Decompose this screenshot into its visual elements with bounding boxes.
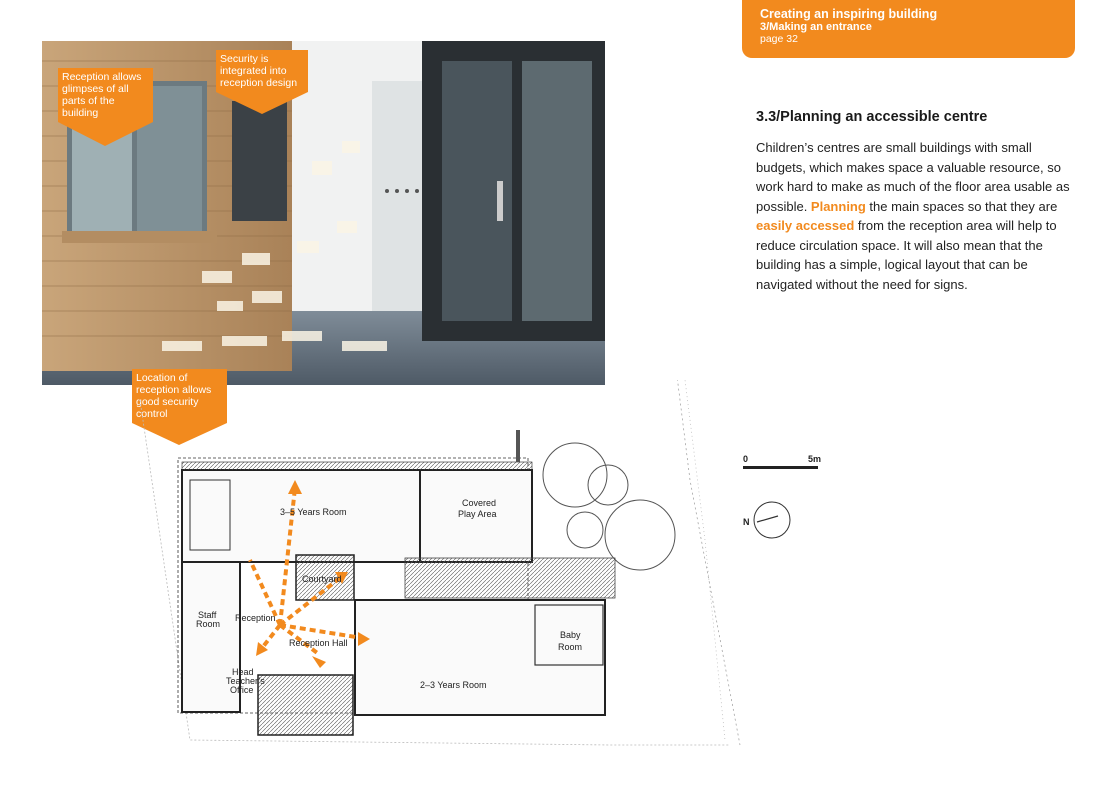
label-baby: Baby [560,630,581,640]
north-arrow-icon [754,502,790,538]
callout-reception-glimpses [58,68,153,146]
label-covered-play-2: Play Area [458,509,497,519]
body-paragraph [756,138,1076,294]
label-3-5-years-room: 3–5 Years Room [280,507,347,517]
body-text-1: Children’s centres are small buildings with small budgets, which makes space a valuable resource, so work hard to make as much of the floor area usable as possible. [756,140,1070,214]
highlight-planning: Planning [810,198,866,214]
scale-bar [743,466,818,469]
callout-reception-glimpses-pointer [58,122,153,146]
label-staff-2: Room [196,619,221,629]
label-courtyard: Courtyard [302,574,342,584]
header-subtitle: 3/Making an entrance [760,21,872,33]
label-2-3-years-room: 2–3 Years Room [420,680,487,690]
page-number: page 32 [760,33,798,45]
callout-reception-glimpses-box: Reception allows glimpses of all parts of the building [58,68,153,122]
callout-security-box: Security is integrated into reception design [216,50,308,92]
label-head-3: Office [230,685,254,695]
floor-plan-drawing [130,380,830,780]
body-text-3: from the reception area will help to reduce circulation space. It will also mean that the building has a simple, logical layout that can be navigated without the need for signs. [756,218,1057,292]
label-head: Head [232,667,254,677]
label-staff: Staff [198,610,217,620]
label-reception-hall: Reception Hall [289,638,348,648]
header-title: Creating an inspiring building [760,7,938,21]
scale-start: 0 [743,454,749,464]
label-baby-2: Room [558,642,583,652]
north-label: N [743,517,750,527]
callout-security [216,50,308,114]
callout-security-pointer [216,92,308,114]
scale-end: 5m [808,454,822,464]
floor-plan [130,380,830,780]
label-covered-play: Covered [462,498,497,508]
section-title: 3.3/Planning an accessible centre [756,109,988,125]
label-reception: Reception [235,613,276,623]
header-tab [742,0,1075,58]
callout-location-box: Location of reception allows good security control [132,369,227,423]
highlight-easily-accessed: easily accessed [756,218,855,233]
label-head-2: Teacher’s [226,676,265,686]
body-text-2: the main spaces so that they are [865,198,1058,214]
